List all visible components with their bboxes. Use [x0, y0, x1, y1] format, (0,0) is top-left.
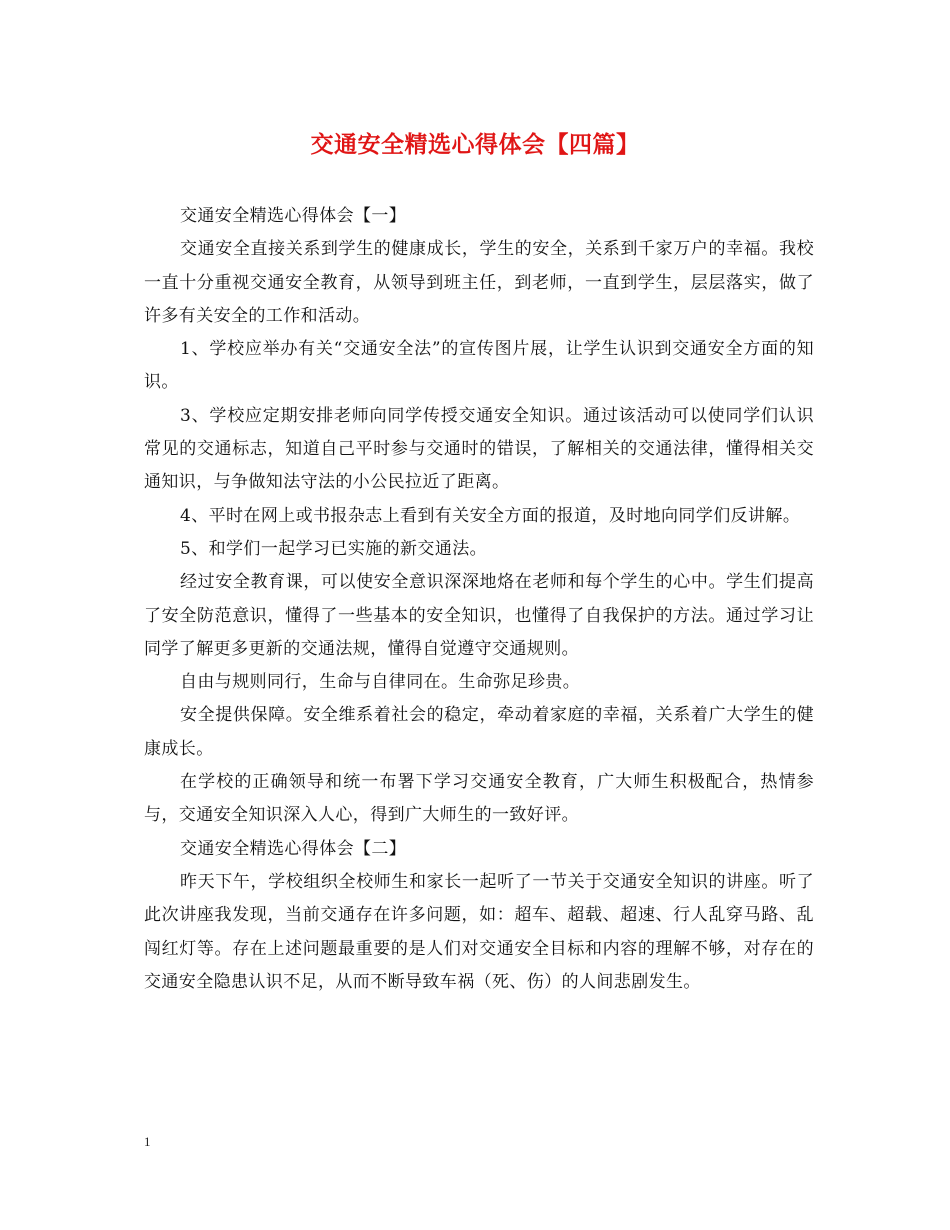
body-paragraph: 1、学校应举办有关“交通安全法”的宣传图片展，让学生认识到交通安全方面的知识。	[144, 339, 814, 393]
body-paragraph: 昨天下午，学校组织全校师生和家长一起听了一节关于交通安全知识的讲座。听了此次讲座我发现，当前交通存在许多问题，如：超车、超载、超速、行人乱穿马路、乱闯红灯等。存在上述问题最重要的是人们对交通安全目标和内容的理解不够，对存在的交通安全隐患认识不足，从而不断导致车祸（死、伤）的人间悲剧发生。	[144, 871, 814, 992]
body-paragraph: 自由与规则同行，生命与自律同在。生命弥足珍贵。	[180, 672, 581, 693]
page-number: 1	[144, 1134, 151, 1149]
body-paragraph: 在学校的正确领导和统一布署下学习交通安全教育，广大师生积极配合，热情参与，交通安全知识深入人心，得到广大师生的一致好评。	[144, 772, 814, 826]
document-title: 交通安全精选心得体会【四篇】	[310, 131, 640, 158]
document-body	[144, 200, 814, 999]
body-paragraph: 交通安全直接关系到学生的健康成长，学生的安全，关系到千家万户的幸福。我校一直十分重视交通安全教育，从领导到班主任，到老师，一直到学生，层层落实，做了许多有关安全的工作和活动。	[144, 239, 814, 326]
section-heading-1: 交通安全精选心得体会【一】	[180, 206, 407, 226]
section-heading-2: 交通安全精选心得体会【二】	[180, 838, 407, 859]
body-paragraph: 经过安全教育课，可以使安全意识深深地烙在老师和每个学生的心中。学生们提高了安全防范意识，懂得了一些基本的安全知识，也懂得了自我保护的方法。通过学习让同学了解更多更新的交通法规，懂得自觉遵守交通规则。	[144, 572, 814, 659]
body-paragraph: 5、和学们一起学习已实施的新交通法。	[180, 538, 488, 559]
body-paragraph: 4、平时在网上或书报杂志上看到有关安全方面的报道，及时地向同学们反讲解。	[180, 505, 801, 526]
body-paragraph: 安全提供保障。安全维系着社会的稳定，牵动着家庭的幸福，关系着广大学生的健康成长。	[144, 705, 814, 759]
body-paragraph: 3、学校应定期安排老师向同学传授交通安全知识。通过该活动可以使同学们认识常见的交通标志，知道自己平时参与交通时的错误，了解相关的交通法律，懂得相关交通知识，与争做知法守法的小公民拉近了距离。	[144, 405, 814, 493]
